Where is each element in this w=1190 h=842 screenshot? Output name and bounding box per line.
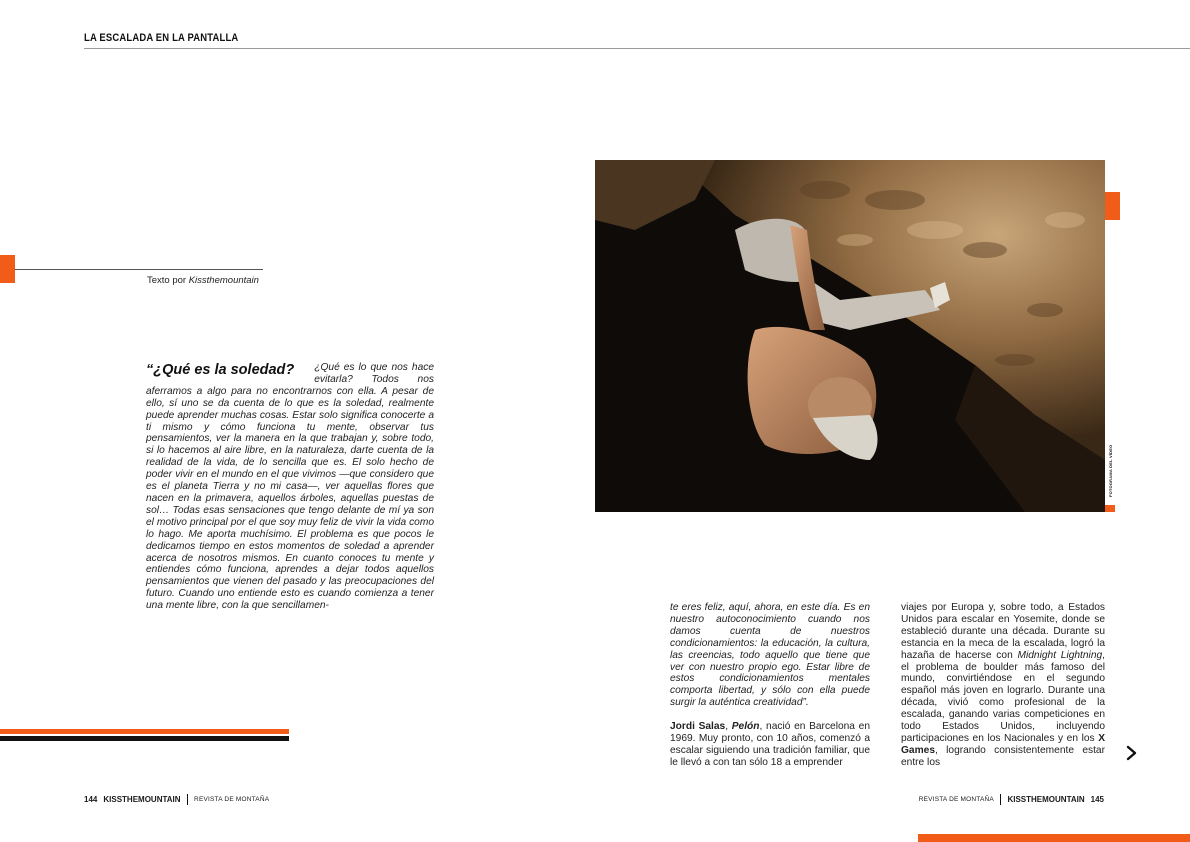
bio-text: , nació en Barcelona en 1969. Muy pronto, con 10 años, comenzó a escalar siguiendo una tradición familiar, que le llevó a con tan sólo 18 a emprender <box>670 721 870 768</box>
page-number-right: 145 <box>1090 795 1104 804</box>
bio-name: Jordi Salas <box>670 721 726 733</box>
intro-body: ¿Qué es lo que nos hace evitarla? Todos nos aferramos a algo para no encontrarnos con ella. A pesar de ello, sí uno se da cuenta de lo que es la soledad, realmente puede aprender muchas cosas. Estar solo significa conocerte a ti mismo y cómo funciona tu mente, observar tus pensamientos, ver la manera en la que trabajan y, sobre todo, si lo hacemos al aire libre, en la naturaleza, darte cuenta de la realidad de la vida, de lo sencilla que es. El solo hecho de poder vivir en el mundo en el que vivimos —que considero que es el planeta Tierra y no mi casa—, ver aquellas flores que nacen en la primavera, aquellos árboles, aquellas puestas de sol… Todas esas sensaciones que tengo delante de mí ya son el motivo principal por el que soy muy feliz de vivir la vida como lo hago. Me aporta muchísimo. El problema es que pocos le dedicamos tiempo en estos momentos de soledad a aprender acerca de nosotros mismos. En cuanto conoces tu mente y entiendes cómo funciona, aprendes a dejar todos aquellos pensamientos que vienen del pasado y las preocupaciones del futuro. Cuando uno entiende esto es cuando comienza a tener una mente libre, con la que sencillamen- <box>146 362 434 612</box>
bio-paragraph: Jordi Salas, Pelón, nació en Barcelona en 1969. Muy pronto, con 10 años, comenzó a escalar siguiendo una tradición familiar, que le llevó a con tan sólo 18 a emprender <box>670 721 870 768</box>
byline-prefix: Texto por <box>147 275 187 286</box>
text-column-1 <box>670 602 870 769</box>
intro-text <box>146 362 434 612</box>
decorative-bars <box>0 729 289 741</box>
photo-credit: FOTOGRAMA DEL VÍDEO <box>1108 444 1113 497</box>
accent-tab-right <box>1105 192 1120 220</box>
page-number-left: 144 <box>84 795 98 804</box>
column-2-paragraph <box>901 602 1105 769</box>
section-title: LA ESCALADA EN LA PANTALLA <box>84 32 239 44</box>
quote-ending: te eres feliz, aquí, ahora, en este día. Es en nuestro autoconocimiento cuando nos damos cuenta de nuestros condicionamientos: la educación, la cultura, las creencias, todo aquello que tiene que ver con nuestro propio ego. Estar libre de estos condicionamientos mentales comporta libertad, y sólo con ella puede surgir la auténtica creatividad”. <box>670 602 870 709</box>
byline-author: Kissthemountain <box>188 275 259 286</box>
text-column-2 <box>901 602 1105 769</box>
byline <box>147 275 259 286</box>
bottom-accent-bar <box>918 834 1190 842</box>
footer-right <box>919 794 1104 805</box>
accent-tab-left <box>0 255 15 283</box>
chevron-right-icon[interactable] <box>1124 744 1140 762</box>
footer-separator <box>1000 794 1002 805</box>
accent-mark-right <box>1105 505 1115 512</box>
column-2-text-a: viajes por Europa y, sobre todo, a Estados Unidos para escalar en Yosemite, donde se estableció durante una década. Durante su estancia en la meca de la escalada, logró la hazaña de hacerse con <box>901 602 1105 661</box>
climbing-photo <box>595 160 1105 512</box>
column-2-strong: X Games <box>901 732 1105 756</box>
header-rule <box>84 48 1190 49</box>
brand-left: KISSTHEMOUNTAIN <box>103 795 181 804</box>
magazine-right: REVISTA DE MONTAÑA <box>918 796 994 803</box>
magazine-left: REVISTA DE MONTAÑA <box>194 796 270 803</box>
footer-left <box>84 794 269 805</box>
column-2-text-c: , logrando consistentemente estar entre los <box>901 744 1105 768</box>
byline-rule <box>15 269 263 270</box>
footer-separator <box>187 794 189 805</box>
bar-black <box>0 736 289 741</box>
brand-right: KISSTHEMOUNTAIN <box>1007 795 1085 804</box>
bio-nickname: Pelón <box>731 721 760 733</box>
intro-lead: “¿Qué es la soledad? <box>146 362 295 378</box>
column-2-text-b: , el problema de boulder más famoso del mundo, convirtiéndose en el segundo español más joven en lograrlo. Durante una década, vivió como profesional de la escalada, ganando varias competiciones en todo Estados Unidos, incluyendo participaciones en los Nacionales y en los <box>901 649 1105 744</box>
column-2-emphasis: Midnight Lightning <box>1017 649 1103 661</box>
